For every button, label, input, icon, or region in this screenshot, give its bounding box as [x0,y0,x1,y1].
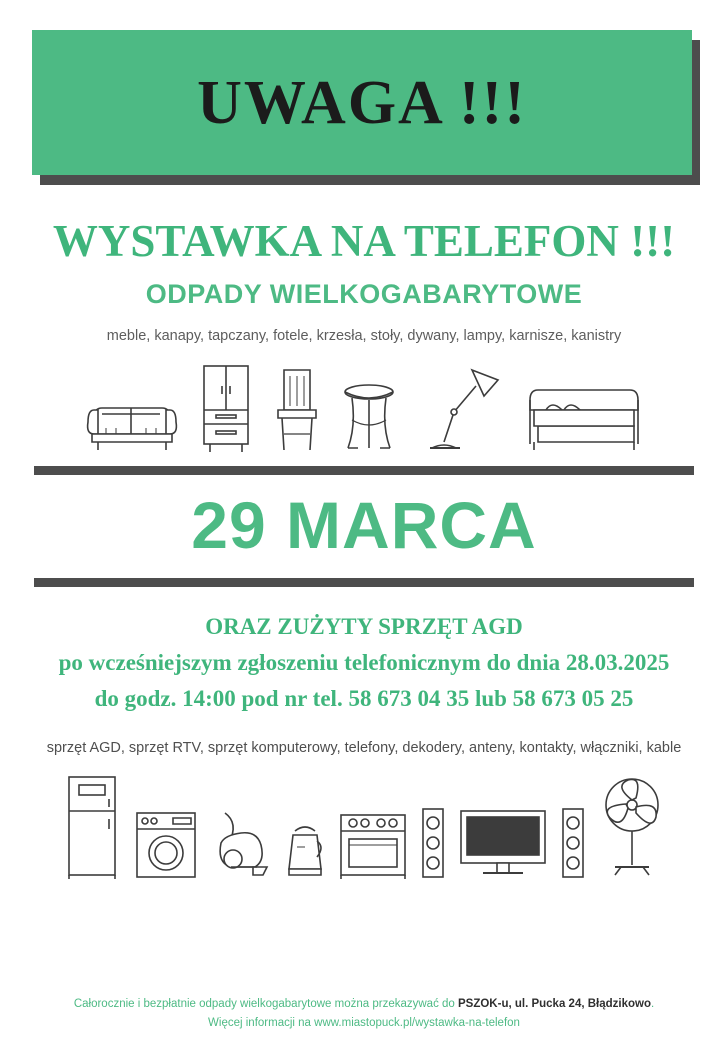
vacuum-cleaner-icon [209,807,273,881]
poster-page [0,30,728,1054]
footer-text-post: . [650,998,655,1011]
side-table-icon [340,376,398,456]
chair-icon [272,364,322,456]
agd-line-3: do godz. 14:00 pod nr tel. 58 673 04 35 lub 58 673 05 25 [94,685,634,711]
wardrobe-icon [198,362,254,456]
speaker-right-icon [559,805,587,881]
footer-text-pre: Całorocznie i bezpłatnie odpady wielkogabarytowe można przekazywać do [73,998,458,1011]
speaker-left-icon [419,805,447,881]
bulky-icons-row [18,356,710,456]
agd-info-block [18,609,710,716]
bed-icon [524,382,644,456]
banner-area [18,30,710,182]
cooker-icon [337,805,409,881]
divider-bar-bottom [34,578,694,587]
divider-bar-top [34,466,694,475]
subheadline: ODPADY WIELKOGABARYTOWE [145,279,583,310]
footer-website-link[interactable]: www.miastopuck.pl/wystawka-na-telefon [314,1016,520,1029]
sofa-icon [84,384,180,456]
electro-icons-row [18,766,710,881]
fridge-icon [61,773,123,881]
event-date: 29 MARCA [191,488,537,562]
banner [32,30,692,175]
footer [0,995,728,1032]
electric-kettle-icon [283,821,327,881]
electro-items-list: sprzęt AGD, sprzęt RTV, sprzęt komputerowy, telefony, dekodery, anteny, kontakty, włączniki, kable [46,740,682,757]
banner-title: UWAGA !!! [197,68,527,137]
footer-pszok-address: PSZOK-u, ul. Pucka 24, Błądzikowo [458,998,651,1011]
monitor-icon [457,805,549,881]
bulky-items-list: meble, kanapy, tapczany, fotele, krzesła, stoły, dywany, lampy, karnisze, kanistry [106,328,622,345]
agd-line-2: po wcześniejszym zgłoszeniu telefonicznym do dnia 28.03.2025 [58,649,670,675]
headline: WYSTAWKA NA TELEFON !!! [52,216,676,266]
agd-line-1: ORAZ ZUŻYTY SPRZĘT AGD [205,614,523,640]
footer-line-2 [0,1014,728,1032]
footer-more-info-text: Więcej informacji na [208,1016,315,1029]
desk-lamp-icon [416,364,506,456]
footer-line-1 [0,995,728,1013]
fan-icon [597,775,667,881]
washing-machine-icon [133,809,199,881]
